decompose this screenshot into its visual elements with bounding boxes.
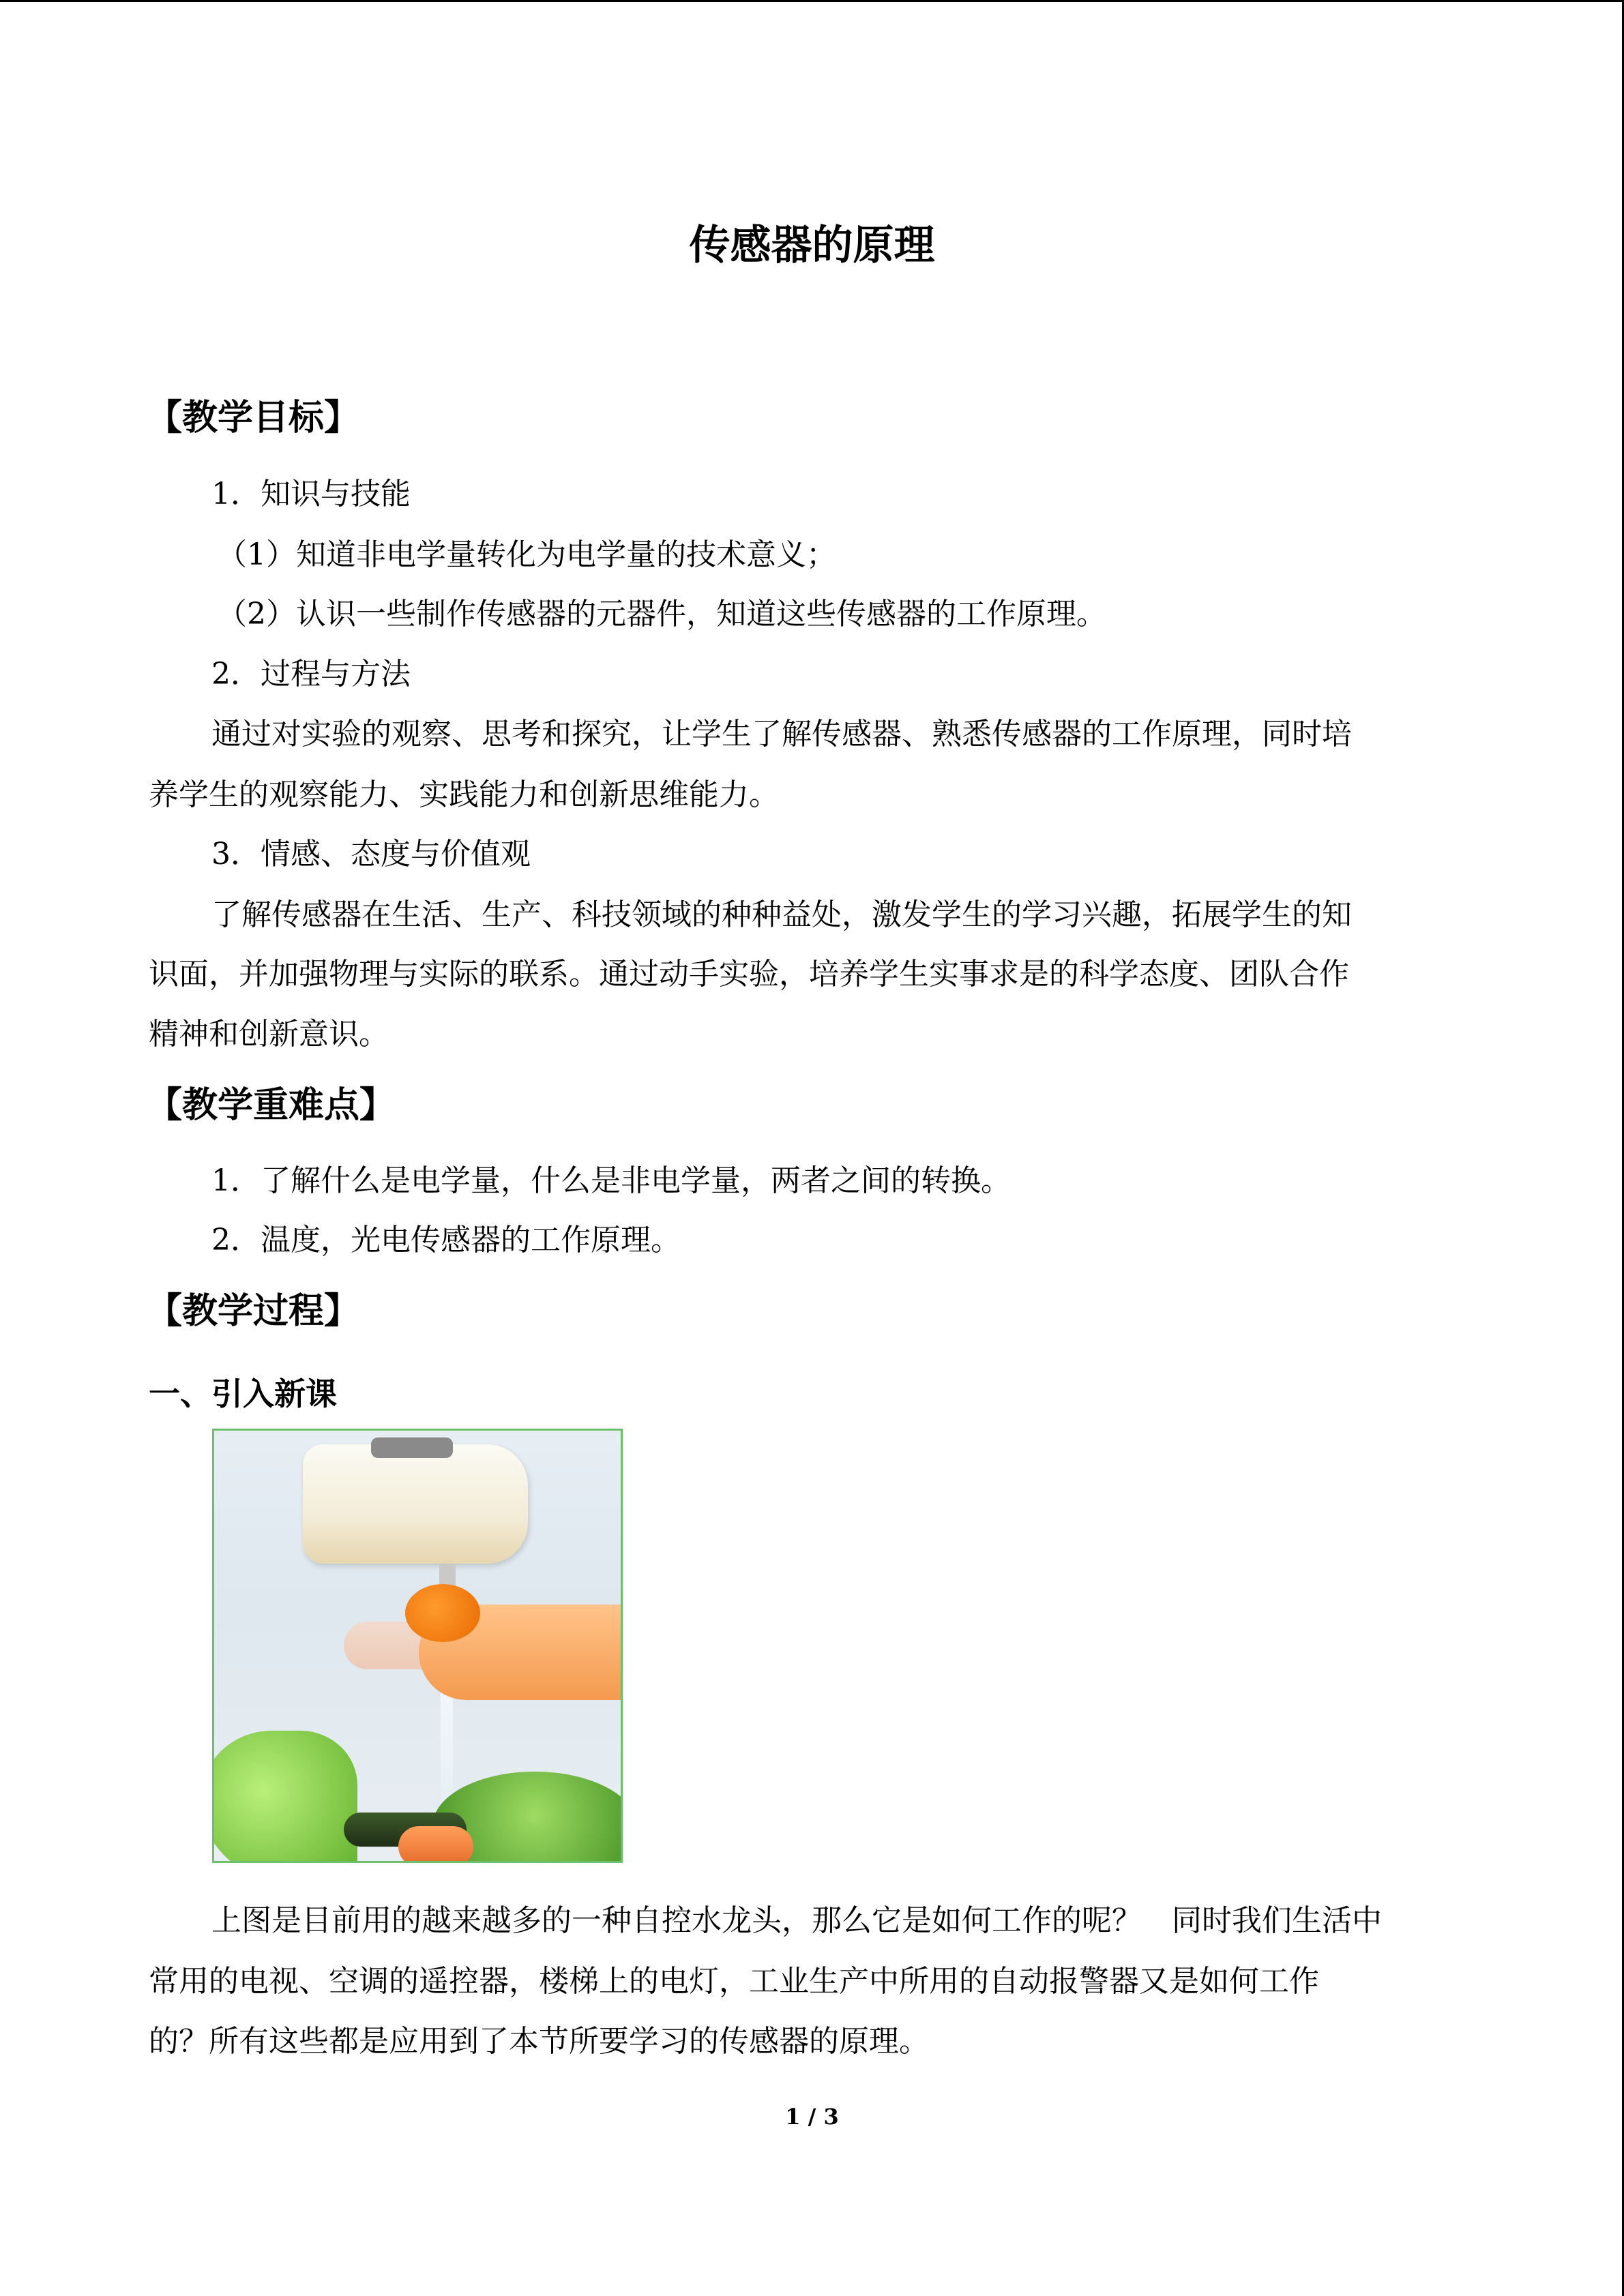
section-heading-key-points: 【教学重难点】 xyxy=(147,1084,396,1126)
key-item1: 1．了解什么是电学量，什么是非电学量，两者之间的转换。 xyxy=(211,1163,1011,1198)
goal2-para-line2: 养学生的观察能力、实践能力和创新思维能力。 xyxy=(149,777,779,812)
intro-heading: 一、引入新课 xyxy=(149,1375,337,1412)
page-border-top xyxy=(0,0,1624,2)
intro-para-line1: 上图是目前用的越来越多的一种自控水龙头，那么它是如何工作的呢？ 同时我们生活中 xyxy=(211,1903,1382,1938)
page-title: 传感器的原理 xyxy=(689,222,935,269)
tomato xyxy=(405,1584,480,1642)
faucet-body xyxy=(303,1444,528,1564)
goal1-item2: （2）认识一些制作传感器的元器件，知道这些传感器的工作原理。 xyxy=(217,597,1106,631)
intro-para-line2: 常用的电视、空调的遥控器，楼梯上的电灯，工业生产中所用的自动报警器又是如何工作 xyxy=(149,1964,1319,1999)
faucet-photo xyxy=(212,1429,623,1863)
goal3-para-line2: 识面，并加强物理与实际的联系。通过动手实验，培养学生实事求是的科学态度、团队合作 xyxy=(149,957,1349,992)
goal3-para-line1: 了解传感器在生活、生产、科技领域的种种益处，激发学生的学习兴趣，拓展学生的知 xyxy=(211,897,1352,932)
section-heading-goals: 【教学目标】 xyxy=(147,397,360,438)
page-number: 1 / 3 xyxy=(785,2104,839,2130)
goal3-heading: 3．情感、态度与价值观 xyxy=(211,837,531,871)
goal3-para-line3: 精神和创新意识。 xyxy=(149,1017,389,1052)
goal2-heading: 2．过程与方法 xyxy=(211,657,411,691)
goal1-heading: 1．知识与技能 xyxy=(211,477,411,511)
goal2-para-line1: 通过对实验的观察、思考和探究，让学生了解传感器、熟悉传感器的工作原理，同时培 xyxy=(211,717,1352,751)
section-heading-process: 【教学过程】 xyxy=(147,1290,360,1332)
goal1-item1: （1）知道非电学量转化为电学量的技术意义； xyxy=(217,537,836,572)
intro-para-line3: 的？所有这些都是应用到了本节所要学习的传感器的原理。 xyxy=(149,2024,929,2059)
faucet-cap xyxy=(371,1437,453,1458)
key-item2: 2．温度，光电传感器的工作原理。 xyxy=(211,1223,681,1257)
carrot xyxy=(398,1826,473,1863)
lettuce-left xyxy=(212,1731,357,1863)
